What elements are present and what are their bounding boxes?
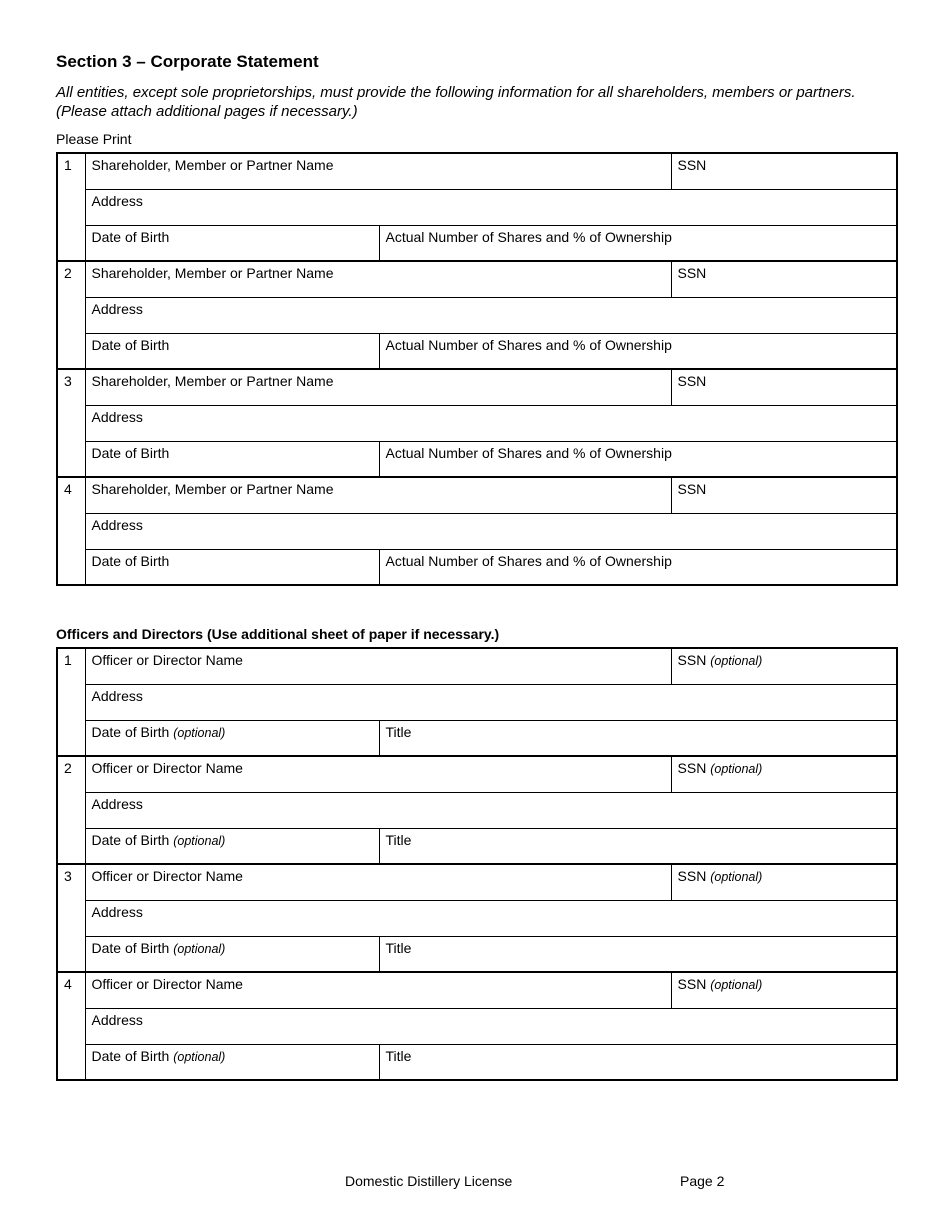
- title-field[interactable]: [379, 936, 897, 972]
- shareholder-row: [57, 477, 897, 513]
- field-label: SSN: [677, 760, 707, 776]
- officer-name-field[interactable]: [85, 864, 671, 900]
- officer-name-field[interactable]: [85, 972, 671, 1008]
- field-label: Title: [385, 1047, 412, 1064]
- shareholder-row: [57, 189, 897, 225]
- field-label: SSN: [677, 481, 707, 497]
- field-label: Date of Birth: [91, 552, 170, 569]
- date-of-birth-field[interactable]: [85, 936, 379, 972]
- field-label: Shareholder, Member or Partner Name: [91, 373, 334, 389]
- ssn-field[interactable]: [671, 153, 897, 189]
- field-label: Title: [385, 939, 412, 956]
- optional-note: (optional): [173, 725, 226, 740]
- officer-row: [57, 936, 897, 972]
- date-of-birth-field[interactable]: [85, 333, 379, 369]
- officer-row: [57, 756, 897, 792]
- officer-row: [57, 684, 897, 720]
- title-field[interactable]: [379, 1044, 897, 1080]
- field-label: Date of Birth: [91, 939, 170, 956]
- shareholder-row: [57, 549, 897, 585]
- address-field[interactable]: [85, 900, 897, 936]
- shareholder-row: [57, 513, 897, 549]
- address-field[interactable]: [85, 405, 897, 441]
- officers-heading: Officers and Directors (Use additional sheet of paper if necessary.): [56, 626, 500, 642]
- shares-ownership-field[interactable]: [379, 225, 897, 261]
- please-print-note: Please Print: [56, 131, 132, 147]
- field-label: SSN: [677, 652, 707, 668]
- field-label: Date of Birth: [91, 1047, 170, 1064]
- field-label: Address: [91, 687, 143, 704]
- field-label: Address: [91, 192, 143, 209]
- shareholder-name-field[interactable]: [85, 153, 671, 189]
- date-of-birth-field[interactable]: [85, 441, 379, 477]
- entry-number: 1: [57, 648, 85, 756]
- section-instructions: All entities, except sole proprietorships, must provide the following information for all shareholders, members or partners. (Please attach additional pages if necessary.): [56, 84, 856, 120]
- field-label: Address: [91, 516, 143, 533]
- field-label: Address: [91, 903, 143, 920]
- date-of-birth-field[interactable]: [85, 225, 379, 261]
- officers-table: [56, 647, 898, 1081]
- field-label: SSN: [677, 868, 707, 884]
- field-label: SSN: [677, 265, 707, 281]
- entry-number: 4: [57, 972, 85, 1080]
- field-label: Officer or Director Name: [91, 976, 243, 992]
- entry-number: 3: [57, 864, 85, 972]
- entry-number: 2: [57, 261, 85, 369]
- field-label: Actual Number of Shares and % of Ownership: [385, 552, 672, 569]
- field-label: Address: [91, 1011, 143, 1028]
- optional-note: (optional): [710, 978, 763, 992]
- ssn-field[interactable]: [671, 972, 897, 1008]
- date-of-birth-field[interactable]: [85, 828, 379, 864]
- shareholder-row: [57, 261, 897, 297]
- optional-note: (optional): [710, 654, 763, 668]
- address-field[interactable]: [85, 792, 897, 828]
- field-label: SSN: [677, 976, 707, 992]
- field-label: Actual Number of Shares and % of Ownership: [385, 336, 672, 353]
- shareholder-name-field[interactable]: [85, 477, 671, 513]
- field-label: Officer or Director Name: [91, 868, 243, 884]
- field-label: Date of Birth: [91, 336, 170, 353]
- officer-row: [57, 720, 897, 756]
- officer-row: [57, 1008, 897, 1044]
- ssn-field[interactable]: [671, 864, 897, 900]
- officer-row: [57, 972, 897, 1008]
- officer-row: [57, 648, 897, 684]
- ssn-field[interactable]: [671, 477, 897, 513]
- field-label: Shareholder, Member or Partner Name: [91, 265, 334, 281]
- shareholder-row: [57, 153, 897, 189]
- shareholder-row: [57, 405, 897, 441]
- address-field[interactable]: [85, 297, 897, 333]
- field-label: Address: [91, 300, 143, 317]
- field-label: Shareholder, Member or Partner Name: [91, 157, 334, 173]
- footer-form-name: Domestic Distillery License: [345, 1173, 513, 1189]
- field-label: Actual Number of Shares and % of Ownership: [385, 228, 672, 245]
- officer-row: [57, 792, 897, 828]
- officer-row: [57, 864, 897, 900]
- optional-note: (optional): [173, 941, 226, 956]
- field-label: Title: [385, 723, 412, 740]
- field-label: Date of Birth: [91, 831, 170, 848]
- address-field[interactable]: [85, 1008, 897, 1044]
- field-label: Officer or Director Name: [91, 652, 243, 668]
- date-of-birth-field[interactable]: [85, 720, 379, 756]
- shareholder-row: [57, 369, 897, 405]
- entry-number: 3: [57, 369, 85, 477]
- shareholder-row: [57, 441, 897, 477]
- field-label: Address: [91, 795, 143, 812]
- shareholder-name-field[interactable]: [85, 369, 671, 405]
- officer-name-field[interactable]: [85, 756, 671, 792]
- field-label: Date of Birth: [91, 723, 170, 740]
- shares-ownership-field[interactable]: [379, 333, 897, 369]
- shares-ownership-field[interactable]: [379, 441, 897, 477]
- shareholder-name-field[interactable]: [85, 261, 671, 297]
- shareholder-row: [57, 225, 897, 261]
- ssn-field[interactable]: [671, 648, 897, 684]
- field-label: Address: [91, 408, 143, 425]
- optional-note: (optional): [173, 1049, 226, 1064]
- shareholders-table: [56, 152, 898, 586]
- entry-number: 2: [57, 756, 85, 864]
- optional-note: (optional): [710, 762, 763, 776]
- optional-note: (optional): [710, 870, 763, 884]
- footer-page-number: Page 2: [680, 1173, 725, 1189]
- ssn-field[interactable]: [671, 261, 897, 297]
- officer-row: [57, 900, 897, 936]
- officer-name-field[interactable]: [85, 648, 671, 684]
- address-field[interactable]: [85, 189, 897, 225]
- ssn-field[interactable]: [671, 756, 897, 792]
- field-label: SSN: [677, 157, 707, 173]
- date-of-birth-field[interactable]: [85, 549, 379, 585]
- field-label: Title: [385, 831, 412, 848]
- officer-row: [57, 828, 897, 864]
- field-label: Date of Birth: [91, 444, 170, 461]
- shares-ownership-field[interactable]: [379, 549, 897, 585]
- optional-note: (optional): [173, 833, 226, 848]
- shareholder-row: [57, 297, 897, 333]
- field-label: Date of Birth: [91, 228, 170, 245]
- entry-number: 1: [57, 153, 85, 261]
- field-label: Shareholder, Member or Partner Name: [91, 481, 334, 497]
- title-field[interactable]: [379, 828, 897, 864]
- address-field[interactable]: [85, 513, 897, 549]
- date-of-birth-field[interactable]: [85, 1044, 379, 1080]
- entry-number: 4: [57, 477, 85, 585]
- address-field[interactable]: [85, 684, 897, 720]
- ssn-field[interactable]: [671, 369, 897, 405]
- section-title: Section 3 – Corporate Statement: [56, 52, 319, 71]
- field-label: Actual Number of Shares and % of Ownership: [385, 444, 672, 461]
- officer-row: [57, 1044, 897, 1080]
- field-label: Officer or Director Name: [91, 760, 243, 776]
- title-field[interactable]: [379, 720, 897, 756]
- shareholder-row: [57, 333, 897, 369]
- field-label: SSN: [677, 373, 707, 389]
